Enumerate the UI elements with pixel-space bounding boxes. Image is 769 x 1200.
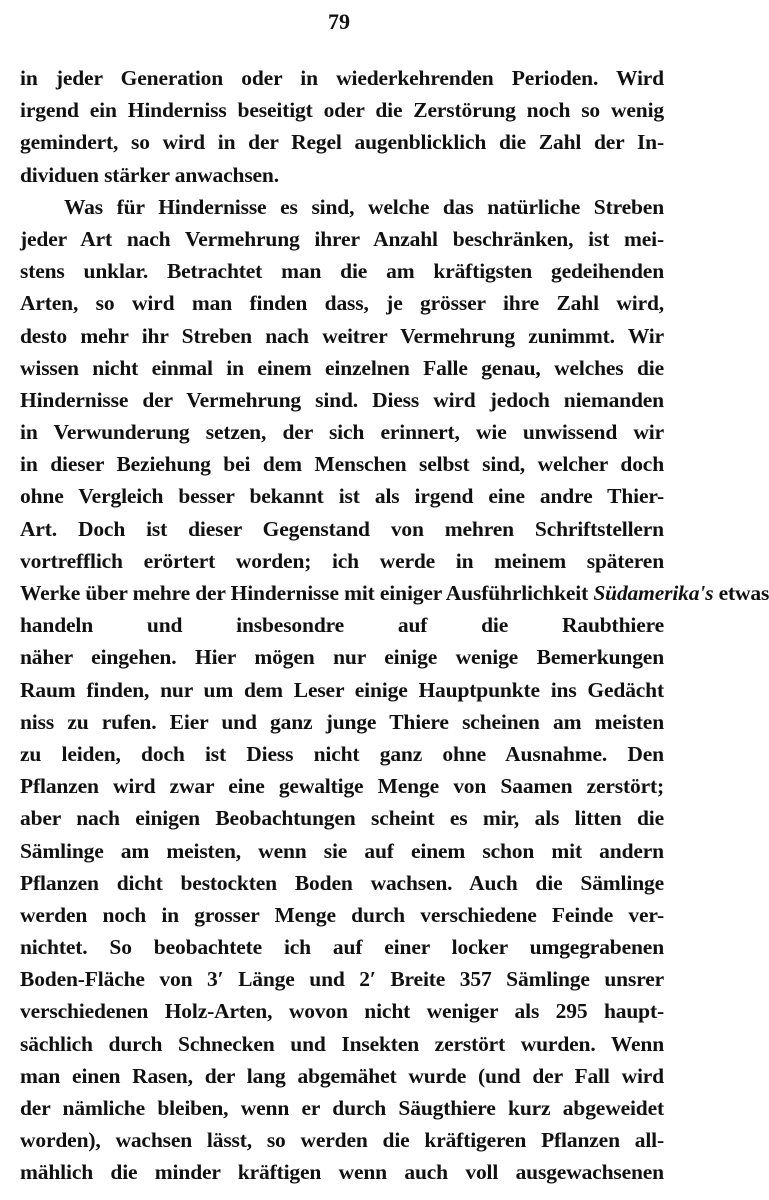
text-line: dividuen stärker anwachsen. bbox=[20, 162, 279, 187]
text-line-with-emphasis bbox=[20, 577, 769, 609]
paragraph bbox=[20, 62, 664, 191]
text-line: mählich die minder kräftigen wenn auch voll ausgewachsenen bbox=[20, 1160, 664, 1185]
text-line: wissen nicht einmal in einem einzelnen Falle genau, welches die bbox=[20, 355, 664, 380]
text-line: desto mehr ihr Streben nach weitrer Vermehrung zunimmt. Wir bbox=[20, 323, 664, 348]
text-line: nichtet. So beobachtete ich auf einer locker umgegrabenen bbox=[20, 935, 664, 960]
paragraph bbox=[20, 191, 769, 1189]
text-line: Boden-Fläche von 3′ Länge und 2′ Breite 357 Sämlinge unsrer bbox=[20, 967, 664, 992]
body-text bbox=[20, 62, 769, 1189]
text-line: man einen Rasen, der lang abgemähet wurde (und der Fall wird bbox=[20, 1063, 664, 1088]
text-line: aber nach einigen Beobachtungen scheint es mir, als litten die bbox=[20, 806, 664, 831]
text-line: jeder Art nach Vermehrung ihrer Anzahl beschränken, ist mei- bbox=[20, 226, 664, 251]
text-line: der nämliche bleiben, wenn er durch Säugthiere kurz abgeweidet bbox=[20, 1096, 664, 1120]
text-line: näher eingehen. Hier mögen nur einige wenige Bemerkungen bbox=[20, 645, 664, 670]
text-line: verschiedenen Holz-Arten, wovon nicht weniger als 295 haupt- bbox=[20, 999, 664, 1024]
text-line: zu leiden, doch ist Diess nicht ganz ohne Ausnahme. Den bbox=[20, 741, 664, 766]
text-line: Sämlinge am meisten, wenn sie auf einem schon mit andern bbox=[20, 838, 664, 863]
text-line: ohne Vergleich besser bekannt ist als irgend eine andre Thier- bbox=[20, 484, 664, 509]
text-line-start: Werke über mehre der Hindernisse mit einiger Ausführlichkeit bbox=[20, 581, 589, 605]
text-line: gemindert, so wird in der Regel augenblicklich die Zahl der In- bbox=[20, 130, 664, 155]
text-line: irgend ein Hinderniss beseitigt oder die Zerstörung noch so wenig bbox=[20, 98, 664, 123]
text-line: vortrefflich erörtert worden; ich werde in meinem späteren bbox=[20, 548, 664, 573]
text-line: stens unklar. Betrachtet man die am kräftigsten gedeihenden bbox=[20, 259, 664, 284]
text-line: in jeder Generation oder in wiederkehrenden Perioden. Wird bbox=[20, 66, 664, 90]
text-line: sächlich durch Schnecken und Insekten zerstört wurden. Wenn bbox=[20, 1031, 664, 1056]
text-line: in Verwunderung setzen, der sich erinnert, wie unwissend wir bbox=[20, 420, 664, 445]
text-line: Pflanzen wird zwar eine gewaltige Menge von Saamen zerstört; bbox=[20, 774, 664, 799]
text-line: in dieser Beziehung bei dem Menschen selbst sind, welcher doch bbox=[20, 452, 664, 477]
text-line: niss zu rufen. Eier und ganz junge Thiere scheinen am meisten bbox=[20, 709, 664, 734]
text-line-end: etwas bbox=[713, 581, 769, 605]
text-line: Raum finden, nur um dem Leser einige Hauptpunkte ins Gedächt bbox=[20, 677, 664, 702]
text-line: handeln und insbesondre auf die Raubthiere bbox=[20, 613, 664, 638]
italic-place-name: Südamerika's bbox=[593, 581, 714, 605]
text-line: Was für Hindernisse es sind, welche das natürliche Streben bbox=[64, 194, 664, 219]
text-line: Hindernisse der Vermehrung sind. Diess wird jedoch niemanden bbox=[20, 387, 664, 412]
text-line: Arten, so wird man finden dass, je grösser ihre Zahl wird, bbox=[20, 291, 664, 316]
text-line: Art. Doch ist dieser Gegenstand von mehren Schriftstellern bbox=[20, 516, 664, 541]
text-line: Pflanzen dicht bestockten Boden wachsen. Auch die Sämlinge bbox=[20, 870, 664, 895]
page-number: 79 bbox=[328, 9, 350, 34]
text-line: worden), wachsen lässt, so werden die kräftigeren Pflanzen all- bbox=[20, 1128, 664, 1153]
text-line: werden noch in grosser Menge durch verschiedene Feinde ver- bbox=[20, 902, 664, 927]
